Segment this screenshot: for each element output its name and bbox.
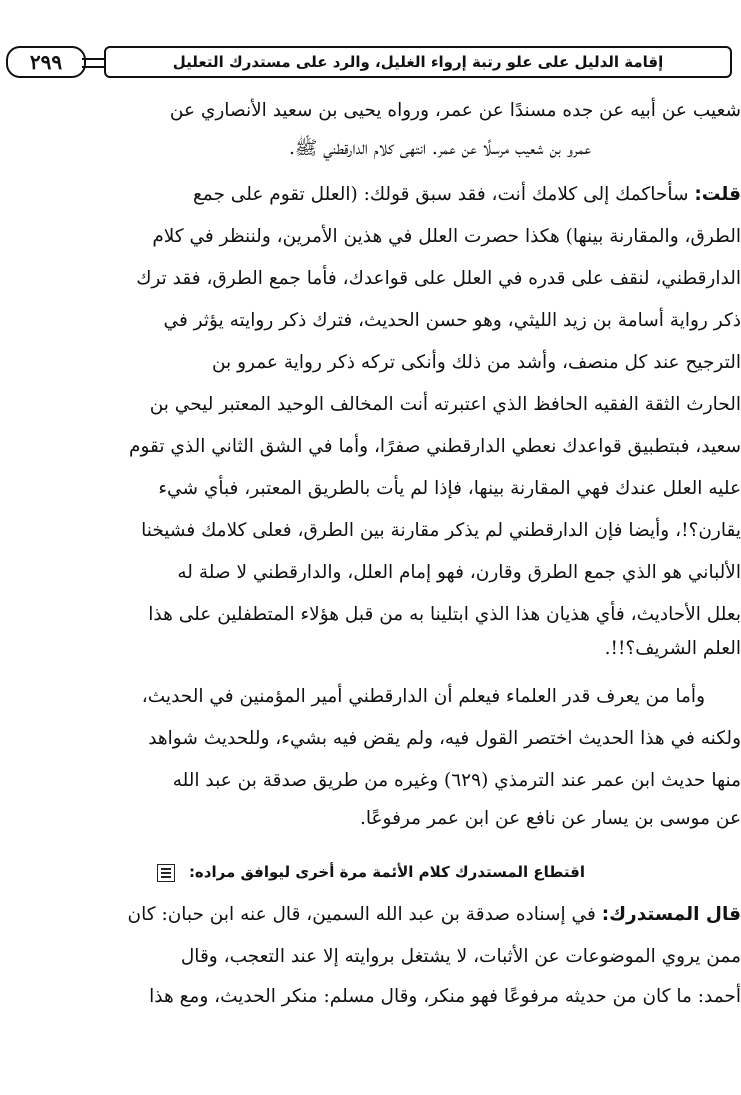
header-connector xyxy=(82,58,104,68)
text-line: ممن يروي الموضوعات عن الأثبات، لا يشتغل بروايته إلا عند التعجب، وقال xyxy=(180,946,741,967)
text-line: سعيد، فبتطبيق قواعدك نعطي الدارقطني صفرًا، وأما في الشق الثاني الذي تقوم xyxy=(129,436,741,457)
page-number: ٢٩٩ xyxy=(6,46,86,78)
text-line: الدارقطني، لنقف على قدره في العلل على قواعدك، فأما جمع الطرق، فقد ترك xyxy=(136,268,741,289)
text-line: الألباني هو الذي جمع الطرق وقارن، فهو إمام العلل، والدارقطني لا صلة له xyxy=(177,562,741,583)
text-line: الترجيح عند كل منصف، وأشد من ذلك وأنكى تركه ذكر رواية عمرو بن xyxy=(211,352,741,373)
paragraph-lead: قلت: xyxy=(694,184,741,205)
text-line: بعلل الأحاديث، فأي هذيان هذا الذي ابتلينا به من قبل هؤلاء المتطفلين على هذا xyxy=(148,604,741,625)
text-span: في إسناده صدقة بن عبد الله السمين، قال عنه ابن حبان: كان xyxy=(127,904,602,925)
text-line xyxy=(0,896,741,934)
text-line: ولكنه في هذا الحديث اختصر القول فيه، ولم يقض فيه بشيء، وللحديث شواهد xyxy=(148,728,741,749)
text-line: عمرو بن شعيب مرسلًا عن عمر. انتهى كلام الدارقطني ﷺ. xyxy=(289,138,591,159)
paragraph-lead: قال المستدرك: xyxy=(601,904,741,925)
text-line: منها حديث ابن عمر عند الترمذي (٦٢٩) وغيره من طريق صدقة بن عبد الله xyxy=(172,770,741,791)
text-line: عليه العلل عندك فهي المقارنة بينها، فإذا لم يأت بالطريق المعتبر، فبأي شيء xyxy=(158,478,741,499)
section-subheading: اقتطاع المستدرك كلام الأئمة مرة أخرى ليوافق مراده: xyxy=(188,863,585,881)
text-line: ذكر رواية أسامة بن زيد الليثي، وهو حسن الحديث، فترك ذكر روايته يؤثر في xyxy=(163,310,741,331)
text-line: عن موسى بن يسار عن نافع عن ابن عمر مرفوعًا. xyxy=(360,808,741,829)
book-icon xyxy=(157,864,175,882)
text-line: وأما من يعرف قدر العلماء فيعلم أن الدارقطني أمير المؤمنين في الحديث، xyxy=(141,686,705,707)
text-span: سأحاكمك إلى كلامك أنت، فقد سبق قولك: (العلل تقوم على جمع xyxy=(192,184,695,205)
text-line: العلم الشريف؟!!. xyxy=(604,638,741,659)
text-line: يقارن؟!، وأيضا فإن الدارقطني لم يذكر مقارنة بين الطرق، فعلى كلامك فشيخنا xyxy=(141,520,741,541)
running-title: إقامة الدليل على علو رتبة إرواء الغليل، والرد على مستدرك التعليل xyxy=(104,46,732,78)
text-line: الطرق، والمقارنة بينها) هكذا حصرت العلل في هذين الأمرين، ولننظر في كلام xyxy=(152,226,741,247)
text-line: أحمد: ما كان من حديثه مرفوعًا فهو منكر، وقال مسلم: منكر الحديث، ومع هذا xyxy=(149,986,741,1007)
text-line xyxy=(0,176,741,214)
running-header xyxy=(0,44,741,80)
text-line: الحارث الثقة الفقيه الحافظ الذي اعتبرته أنت المخالف الوحيد المعتبر ليحي بن xyxy=(149,394,741,415)
text-line: شعيب عن أبيه عن جده مسندًا عن عمر، ورواه يحيى بن سعيد الأنصاري عن xyxy=(169,100,741,121)
